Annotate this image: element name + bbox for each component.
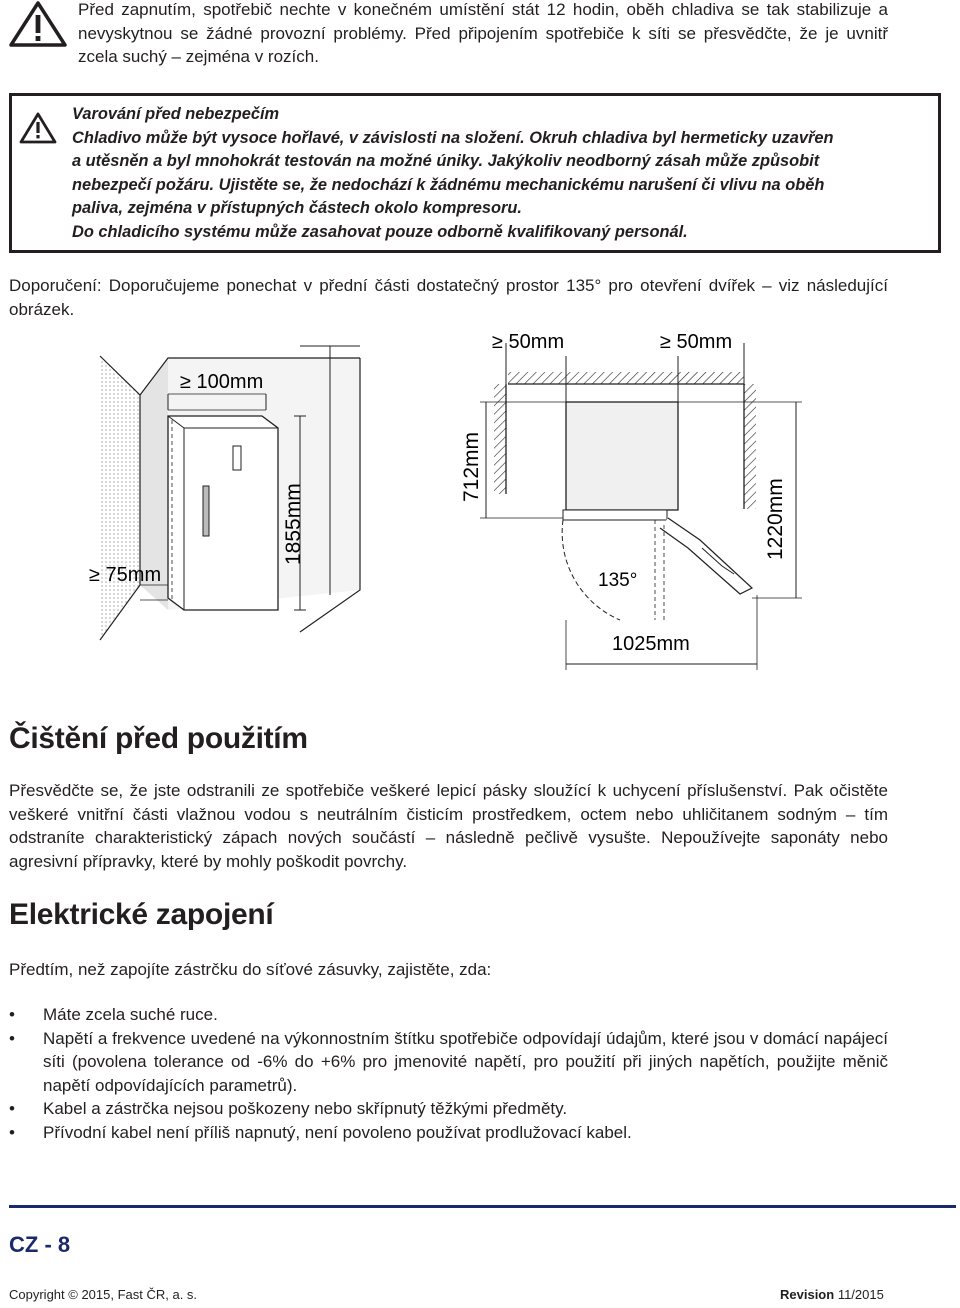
rear-clearance-right-label: ≥ 50mm bbox=[660, 331, 733, 353]
revision-date: 11/2015 bbox=[837, 1287, 884, 1302]
warning-title: Varování před nebezpečím bbox=[72, 105, 280, 123]
list-item: • Kabel a zástrčka nejsou poškozeny nebo skřípnutý těžkými předměty. bbox=[9, 1097, 888, 1121]
list-item: • Přívodní kabel není příliš napnutý, není povoleno používat prodlužovací kabel. bbox=[9, 1121, 888, 1145]
recommendation-paragraph: Doporučení: Doporučujeme ponechat v přední části dostatečný prostor 135° pro otevření dvířek – viz následující obrázek. bbox=[9, 276, 888, 319]
installation-clearance-diagram bbox=[0, 325, 960, 685]
hazard-warning-text bbox=[72, 103, 892, 245]
electrical-checklist bbox=[9, 1003, 888, 1144]
hazard-warning-icon bbox=[19, 112, 57, 144]
side-clearance-label: ≥ 75mm bbox=[89, 564, 162, 586]
electrical-heading: Elektrické zapojení bbox=[9, 898, 274, 931]
revision-label: Revision bbox=[780, 1287, 835, 1302]
cleaning-paragraph: Přesvědčte se, že jste odstranili ze spotřebiče veškeré lepicí pásky sloužící k uchycení příslušenství. Pak očistěte veškeré vnitřní části vlažnou vodou s neutrálním čisticím prostředkem, octem nebo uhličitanem sodným – tím odstraníte charakteristický zápach nových součástí – následně pečlivě vysušte. Nepoužívejte saponáty nebo agresivní přípravky, které by mohly poškodit povrchy. bbox=[9, 781, 888, 871]
top-view-plan bbox=[480, 343, 802, 670]
depth-label: 712mm bbox=[460, 431, 483, 502]
open-width-label: 1025mm bbox=[612, 633, 690, 655]
copyright-notice: Copyright © 2015, Fast ČR, a. s. bbox=[9, 1287, 198, 1302]
warning-line: nebezpečí požáru. Ujistěte se, že nedochází k žádnému mechanickému narušení či vlivu na oběh bbox=[72, 175, 825, 194]
electrical-intro: Předtím, než zapojíte zástrčku do síťové zásuvky, zajistěte, zda: bbox=[9, 960, 492, 979]
revision-info bbox=[780, 1287, 884, 1302]
rear-clearance-left-label: ≥ 50mm bbox=[492, 331, 565, 353]
list-item: • Máte zcela suché ruce. bbox=[9, 1003, 888, 1027]
intro-paragraph: Před zapnutím, spotřebič nechte v konečném umístění stát 12 hodin, oběh chladiva se tak stabilizuje a nevyskytnou se žádné provozní problémy. Před připojením spotřebiče k síti se přesvědčte, že je uvnitř zcela suchý – zejména v rozích. bbox=[78, 0, 888, 66]
door-angle-label: 135° bbox=[598, 570, 638, 591]
open-depth-label: 1220mm bbox=[764, 478, 787, 560]
footer-divider bbox=[9, 1205, 956, 1208]
list-item: • Napětí a frekvence uvedené na výkonnostním štítku spotřebiče odpovídají údajům, které jsou v domácí napájecí síti (povolena tolerance od -6% do +6% pro jmenovité napětí, pro použití při jiných napětích, použijte měnič napětí odpovídajících parametrů). bbox=[9, 1027, 888, 1098]
warning-line: Do chladicího systému může zasahovat pouze odborně kvalifikovaný personál. bbox=[72, 222, 688, 241]
warning-line: Chladivo může být vysoce hořlavé, v závislosti na složení. Okruh chladiva byl hermeticky uzavřen bbox=[72, 128, 834, 147]
page-number: CZ - 8 bbox=[9, 1232, 71, 1257]
top-clearance-label: ≥ 100mm bbox=[180, 371, 264, 393]
height-label: 1855mm bbox=[282, 483, 305, 565]
warning-line: a utěsněn a byl mnohokrát testován na možné úniky. Jakýkoliv neodborný zásah může způsobit bbox=[72, 152, 820, 171]
warning-line: paliva, zejména v přístupných částech okolo kompresoru. bbox=[72, 199, 522, 218]
cleaning-heading: Čištění před použitím bbox=[9, 722, 308, 755]
warning-triangle-icon bbox=[7, 0, 69, 48]
